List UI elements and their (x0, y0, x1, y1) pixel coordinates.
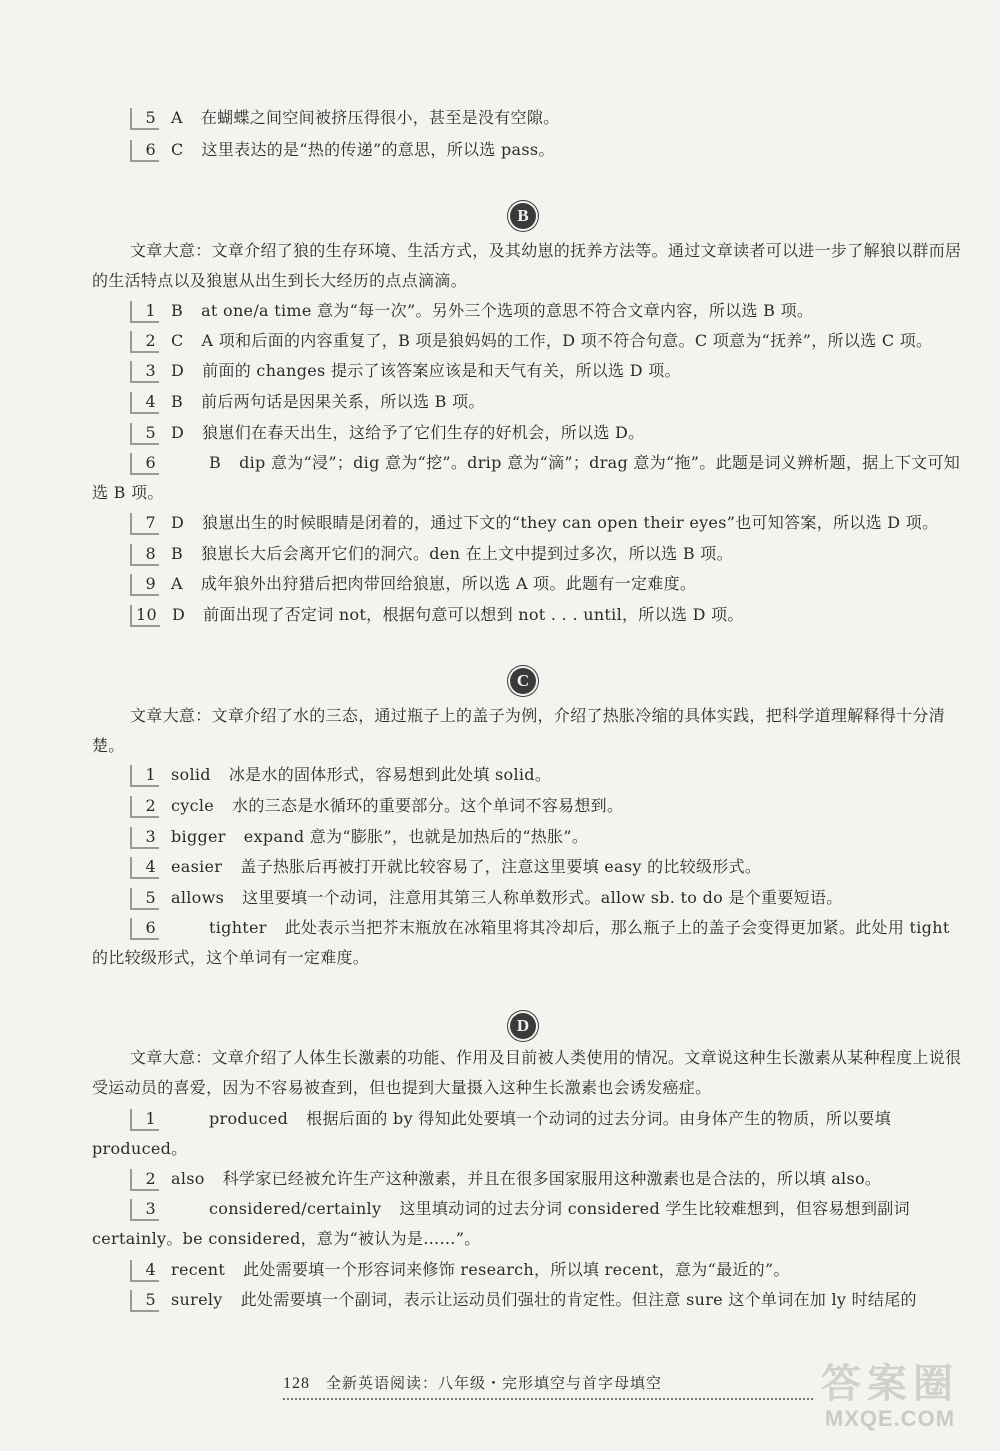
item-answer: D (171, 513, 185, 532)
item-answer: considered/certainly (209, 1199, 382, 1218)
section-b-item-5 (92, 418, 962, 448)
item-explanation: 此处需要填一个副词，表示让运动员们强壮的肯定性。但注意 sure 这个单词在加 ly 时结尾的 (240, 1290, 917, 1309)
item-number: 5 (130, 108, 159, 130)
item-answer: surely (171, 1290, 223, 1309)
section-b-item-3 (92, 356, 962, 386)
item-answer: bigger (171, 827, 226, 846)
section-c-item-1 (92, 760, 962, 790)
section-b-summary: 文章大意：文章介绍了狼的生存环境、生活方式，及其幼崽的抚养方法等。通过文章读者可以进一步了解狼以群而居的生活特点以及狼崽从出生到长大经历的点点滴滴。 (92, 241, 962, 290)
item-number: 6 (130, 453, 159, 475)
item-answer: D (171, 361, 185, 380)
section-d-item-3 (92, 1194, 962, 1254)
item-number: 4 (130, 1260, 159, 1282)
section-d-item-5 (92, 1285, 962, 1315)
item-explanation: 这里要填一个动词，注意用其第三人称单数形式。allow sb. to do 是个重要短语。 (242, 888, 843, 907)
item-explanation: 此处表示当把芥末瓶放在冰箱里将其冷却后，那么瓶子上的盖子会变得更加紧。此处用 tight 的比较级形式，这个单词有一定难度。 (92, 918, 950, 967)
item-answer: B (171, 301, 184, 320)
item-explanation: 狼崽出生的时候眼睛是闭着的，通过下文的“they can open their eyes”也可知答案，所以选 D 项。 (202, 513, 939, 532)
item-number: 3 (130, 1199, 159, 1221)
watermark-logo: 答案圈 (821, 1362, 959, 1406)
item-number: 6 (130, 918, 159, 940)
item-explanation: 狼崽们在春天出生，这给予了它们生存的好机会，所以选 D。 (202, 423, 645, 442)
item-number: 10 (130, 605, 160, 627)
item-number: 2 (130, 796, 159, 818)
item-number: 4 (130, 392, 159, 414)
page-number: 128 (283, 1375, 310, 1392)
section-c-item-4 (92, 852, 962, 882)
item-explanation: A 项和后面的内容重复了，B 项是狼妈妈的工作，D 项不符合句意。C 项意为“抚养”，所以选 C 项。 (201, 331, 933, 350)
item-number: 1 (130, 1109, 159, 1131)
item-number: 3 (130, 361, 159, 383)
item-number: 1 (130, 301, 159, 323)
item-number: 5 (130, 888, 159, 910)
item-number: 5 (130, 1290, 159, 1312)
item-explanation: dip 意为“浸”；dig 意为“挖”。drip 意为“滴”；drag 意为“拖”。此题是词义辨析题，据上下文可知选 B 项。 (92, 453, 961, 502)
item-answer: A (171, 574, 183, 593)
item-answer: produced (209, 1109, 289, 1128)
section-b-item-7 (92, 508, 962, 538)
section-b-item-8 (92, 539, 962, 569)
item-number: 2 (130, 1169, 159, 1191)
item-number: 9 (130, 574, 159, 596)
section-c-item-5 (92, 883, 962, 913)
top-item-5 (92, 103, 962, 133)
item-explanation: 前面出现了否定词 not，根据句意可以想到 not . . . until，所以选 D 项。 (203, 605, 744, 624)
item-explanation: 这里填动词的过去分词 considered 学生比较难想到，但容易想到副词 certainly。be considered，意为“被认为是……”。 (92, 1199, 910, 1248)
item-answer: D (171, 605, 186, 624)
section-c-summary: 文章大意：文章介绍了水的三态，通过瓶子上的盖子为例，介绍了热胀冷缩的具体实践，把科学道理解释得十分清楚。 (92, 706, 946, 755)
section-c-item-2 (92, 791, 962, 821)
item-answer: B (171, 544, 184, 563)
section-d-item-1 (92, 1104, 962, 1164)
item-number: 7 (130, 513, 159, 535)
section-d-item-4 (92, 1255, 962, 1285)
section-c-item-3 (92, 822, 962, 852)
section-c-badge: C (510, 668, 536, 694)
item-answer: solid (171, 765, 211, 784)
section-d-badge: D (510, 1013, 536, 1039)
item-answer: D (171, 423, 185, 442)
page-footer (283, 1372, 723, 1393)
section-d-summary: 文章大意：文章介绍了人体生长激素的功能、作用及目前被人类使用的情况。文章说这种生长激素从某种程度上说很受运动员的喜爱，因为不容易被查到，但也提到大量摄入这种生长激素也会诱发癌症。 (92, 1048, 962, 1097)
item-explanation: expand 意为“膨胀”，也就是加热后的“热胀”。 (243, 827, 589, 846)
section-c-item-6 (92, 913, 962, 973)
item-number: 8 (130, 544, 159, 566)
section-b-item-9 (92, 569, 962, 599)
item-explanation: 前面的 changes 提示了该答案应该是和天气有关，所以选 D 项。 (202, 361, 681, 380)
item-answer: C (171, 140, 184, 159)
item-number: 4 (130, 857, 159, 879)
section-b-item-10 (92, 600, 962, 630)
item-number: 1 (130, 765, 159, 787)
item-answer: cycle (171, 796, 215, 815)
section-b-badge: B (510, 203, 536, 229)
item-answer: also (171, 1169, 205, 1188)
section-b-item-2 (92, 326, 962, 356)
item-answer: B (209, 453, 222, 472)
item-explanation: 水的三态是水循环的重要部分。这个单词不容易想到。 (232, 796, 624, 815)
item-number: 5 (130, 423, 159, 445)
item-number: 6 (130, 140, 159, 162)
item-answer: C (171, 331, 184, 350)
item-answer: allows (171, 888, 225, 907)
item-explanation: 在蝴蝶之间空间被挤压得很小，甚至是没有空隙。 (200, 108, 560, 127)
item-explanation: 此处需要填一个形容词来修饰 research，所以填 recent，意为“最近的”。 (243, 1260, 790, 1279)
item-explanation: 这里表达的是“热的传递”的意思，所以选 pass。 (201, 140, 555, 159)
item-answer: tighter (209, 918, 267, 937)
item-explanation: 前后两句话是因果关系，所以选 B 项。 (201, 392, 485, 411)
section-b-item-4 (92, 387, 962, 417)
item-explanation: 盖子热胀后再被打开就比较容易了，注意这里要填 easy 的比较级形式。 (240, 857, 762, 876)
footer-divider (283, 1398, 813, 1400)
item-explanation: 狼崽长大后会离开它们的洞穴。den 在上文中提到过多次，所以选 B 项。 (201, 544, 733, 563)
watermark (790, 1362, 990, 1442)
item-answer: A (171, 108, 183, 127)
section-b-item-1 (92, 296, 962, 326)
top-item-6 (92, 135, 962, 165)
item-explanation: 根据后面的 by 得知此处要填一个动词的过去分词。由身体产生的物质，所以要填 produced。 (92, 1109, 892, 1158)
item-explanation: 成年狼外出狩猎后把肉带回给狼崽，所以选 A 项。此题有一定难度。 (200, 574, 697, 593)
item-number: 2 (130, 331, 159, 353)
item-answer: easier (171, 857, 223, 876)
item-number: 3 (130, 827, 159, 849)
section-b-item-6 (92, 448, 962, 508)
item-answer: B (171, 392, 184, 411)
section-d-item-2 (92, 1164, 962, 1194)
item-explanation: at one/a time 意为“每一次”。另外三个选项的意思不符合文章内容，所以选 B 项。 (201, 301, 814, 320)
book-title: 全新英语阅读：八年级・完形填空与首字母填空 (326, 1374, 663, 1392)
item-answer: recent (171, 1260, 226, 1279)
item-explanation: 科学家已经被允许生产这种激素，并且在很多国家服用这种激素也是合法的，所以填 also。 (222, 1169, 882, 1188)
watermark-url: MXQE.COM (824, 1406, 956, 1431)
item-explanation: 冰是水的固体形式，容易想到此处填 solid。 (228, 765, 552, 784)
